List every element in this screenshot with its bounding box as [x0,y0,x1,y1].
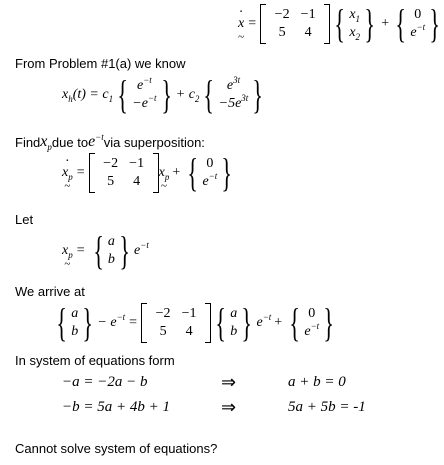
matrix-a: −2 −1 5 4 [103,156,145,189]
eigvec-2: $e^{3t}$ $-5e^{3t}$ [218,75,249,111]
equation-state-space [238,1,444,46]
matrix-entry: 5 [278,25,286,40]
left-brace: { [395,1,407,46]
equation-arrive: { a b } − e −t = −2 −1 5 4 { a b } $e^{-t}$ + { 0 $e^{-t}$ } [56,300,335,345]
implies-arrow: ⇒ [221,397,237,417]
text-system-form: In system of equations form [15,353,175,368]
equation-let: $x_p$ ~ = { a b } $e^{-t}$ [62,232,149,270]
plus-sign: + [381,16,390,31]
left-brace: { [203,72,215,117]
right-brace: } [364,1,375,46]
equation-particular: · $x_p$ ~ = −2 −1 5 4 $x_p$ ~ + { 0 $e^{-t}$ } [62,153,236,193]
system-eq-2-rhs: 5a + 5b = -1 [288,399,366,415]
left-brace: { [334,1,346,46]
text-we-arrive: We arrive at [15,284,85,299]
system-eq-2-lhs: −b = 5a + 4b + 1 [62,399,170,415]
matrix-entry: −1 [300,7,316,22]
right-brace: } [160,72,172,117]
right-brace: } [429,1,441,46]
implies-arrow: ⇒ [221,372,237,392]
left-brace: { [117,72,128,117]
system-eq-1-rhs: a + b = 0 [288,374,346,390]
matrix-a [266,6,324,42]
matrix-entry: −2 [274,7,290,22]
x-dot-symbol: · x ~ [238,16,244,32]
text-let: Let [15,212,34,227]
matrix-entry: 4 [304,25,312,40]
system-eq-1-lhs: −a = −2a − b [62,374,148,390]
text-cannot-solve: Cannot solve system of equations? [15,441,218,456]
right-bracket [324,4,330,44]
state-vector: $x_1$ $x_2$ [349,7,361,42]
equals-sign: = [248,16,257,31]
eigvec-1: $e^{-t}$ $-e^{-t}$ [132,75,157,111]
text-find-xp: Find $x_p$ due to $e^{-t}$ via superposition: [15,132,205,152]
right-brace: } [252,72,264,117]
forcing-vector: 0 $e^{-t}$ [410,7,426,40]
text-from-problem: From Problem #1(a) we know [15,56,186,71]
matrix-a: −2 −1 5 4 [155,306,197,339]
equation-homogeneous: $x_h$ (t) = c 1 { $e^{-t}$ $-e^{-t}$ } + c 2 { $e^{3t}$ $-5e^{3t}$ } [62,72,264,117]
